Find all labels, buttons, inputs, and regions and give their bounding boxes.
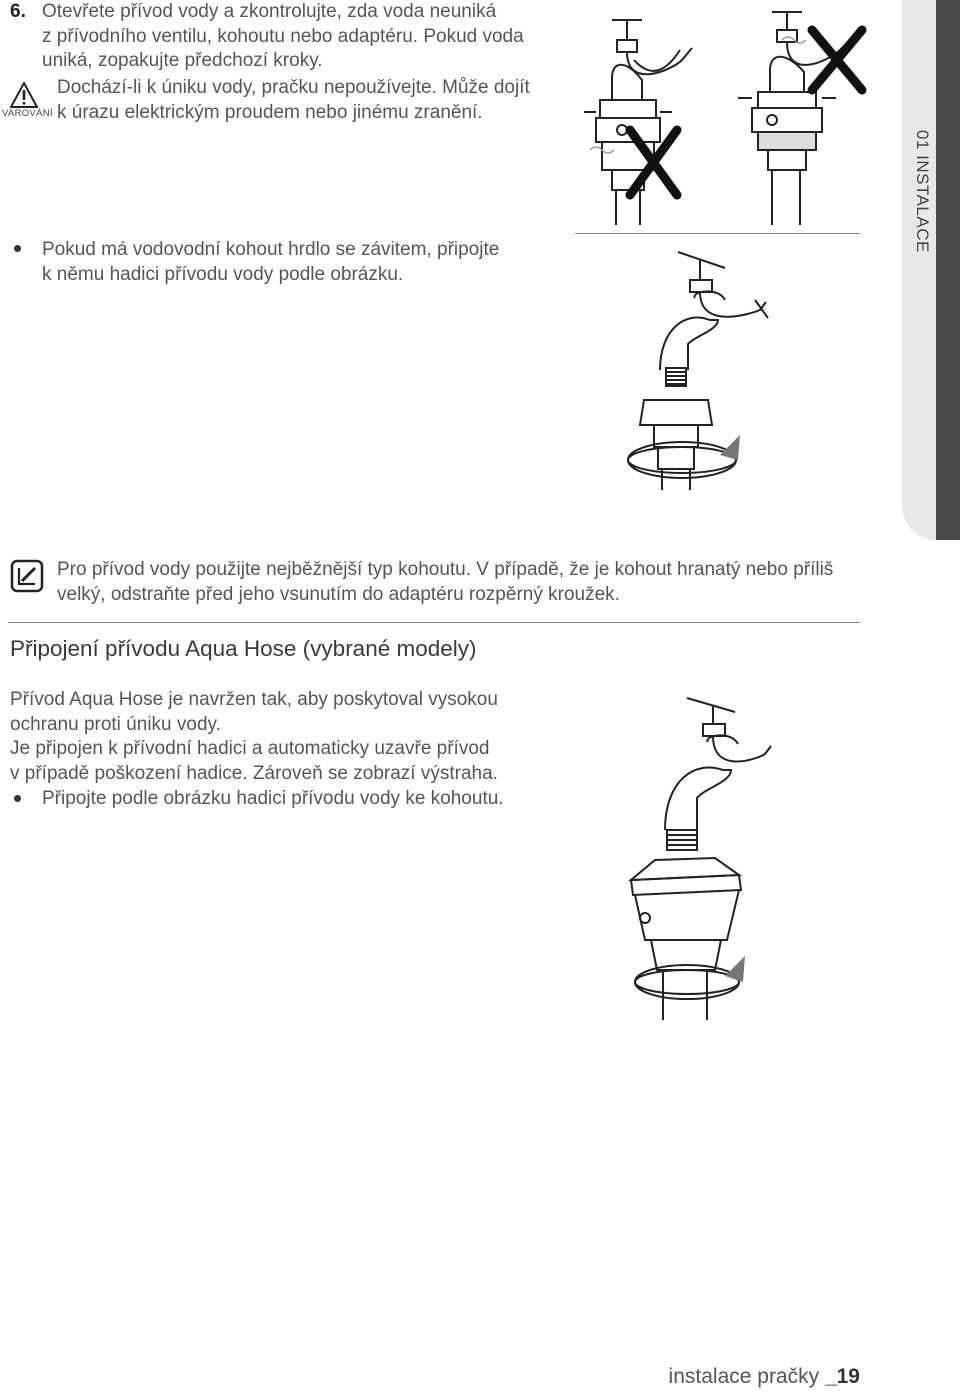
aqua-bullet-text: Připojte podle obrázku hadici přívodu vody ke kohoutu. xyxy=(42,788,504,809)
step-number: 6. xyxy=(10,1,26,22)
side-tab-bar xyxy=(936,0,960,540)
note-icon xyxy=(10,559,44,593)
incorrect-fitting-illustration xyxy=(572,0,892,225)
page-number: _19 xyxy=(824,1365,860,1388)
figure-divider xyxy=(575,233,860,234)
aqua-hose-illustration xyxy=(615,690,780,1030)
page-footer xyxy=(669,1365,860,1389)
section-divider xyxy=(8,622,860,623)
side-tab-background xyxy=(902,0,936,540)
warning-text: Dochází-li k úniku vody, pračku nepoužívejte. Může dojít k úrazu elektrickým proudem nebo jinému zranění. xyxy=(57,77,530,123)
threaded-tap-illustration xyxy=(600,240,780,490)
bullet-thread-text: Pokud má vodovodní kohout hrdlo se závitem, připojte k němu hadici přívodu vody podle obrázku. xyxy=(42,239,500,285)
chapter-side-tab xyxy=(902,0,960,540)
footer-label: instalace pračky xyxy=(668,1365,825,1388)
bullet-dot xyxy=(14,795,21,802)
warning-label: VAROVÁNÍ xyxy=(2,108,53,119)
section-title: Připojení přívodu Aqua Hose (vybrané modely) xyxy=(10,636,477,661)
step-text: Otevřete přívod vody a zkontrolujte, zda voda neuniká z přívodního ventilu, kohoutu nebo adaptéru. Pokud voda uniká, zopakujte předchozí kroky. xyxy=(42,1,524,71)
aqua-body-text: Přívod Aqua Hose je navržen tak, aby poskytoval vysokou ochranu proti úniku vody. Je připojen k přívodní hadici a automaticky uzavře přívod v případě poškození hadice. Zároveň se zobrazí výstraha. xyxy=(10,689,498,784)
side-tab-label: 01 INSTALACE xyxy=(913,130,932,253)
note-text: Pro přívod vody použijte nejběžnější typ kohoutu. V případě, že je kohout hranatý nebo příliš velký, odstraňte před jeho vsunutím do adaptéru rozpěrný kroužek. xyxy=(57,559,834,605)
bullet-dot xyxy=(14,245,21,252)
warning-icon xyxy=(10,82,38,108)
